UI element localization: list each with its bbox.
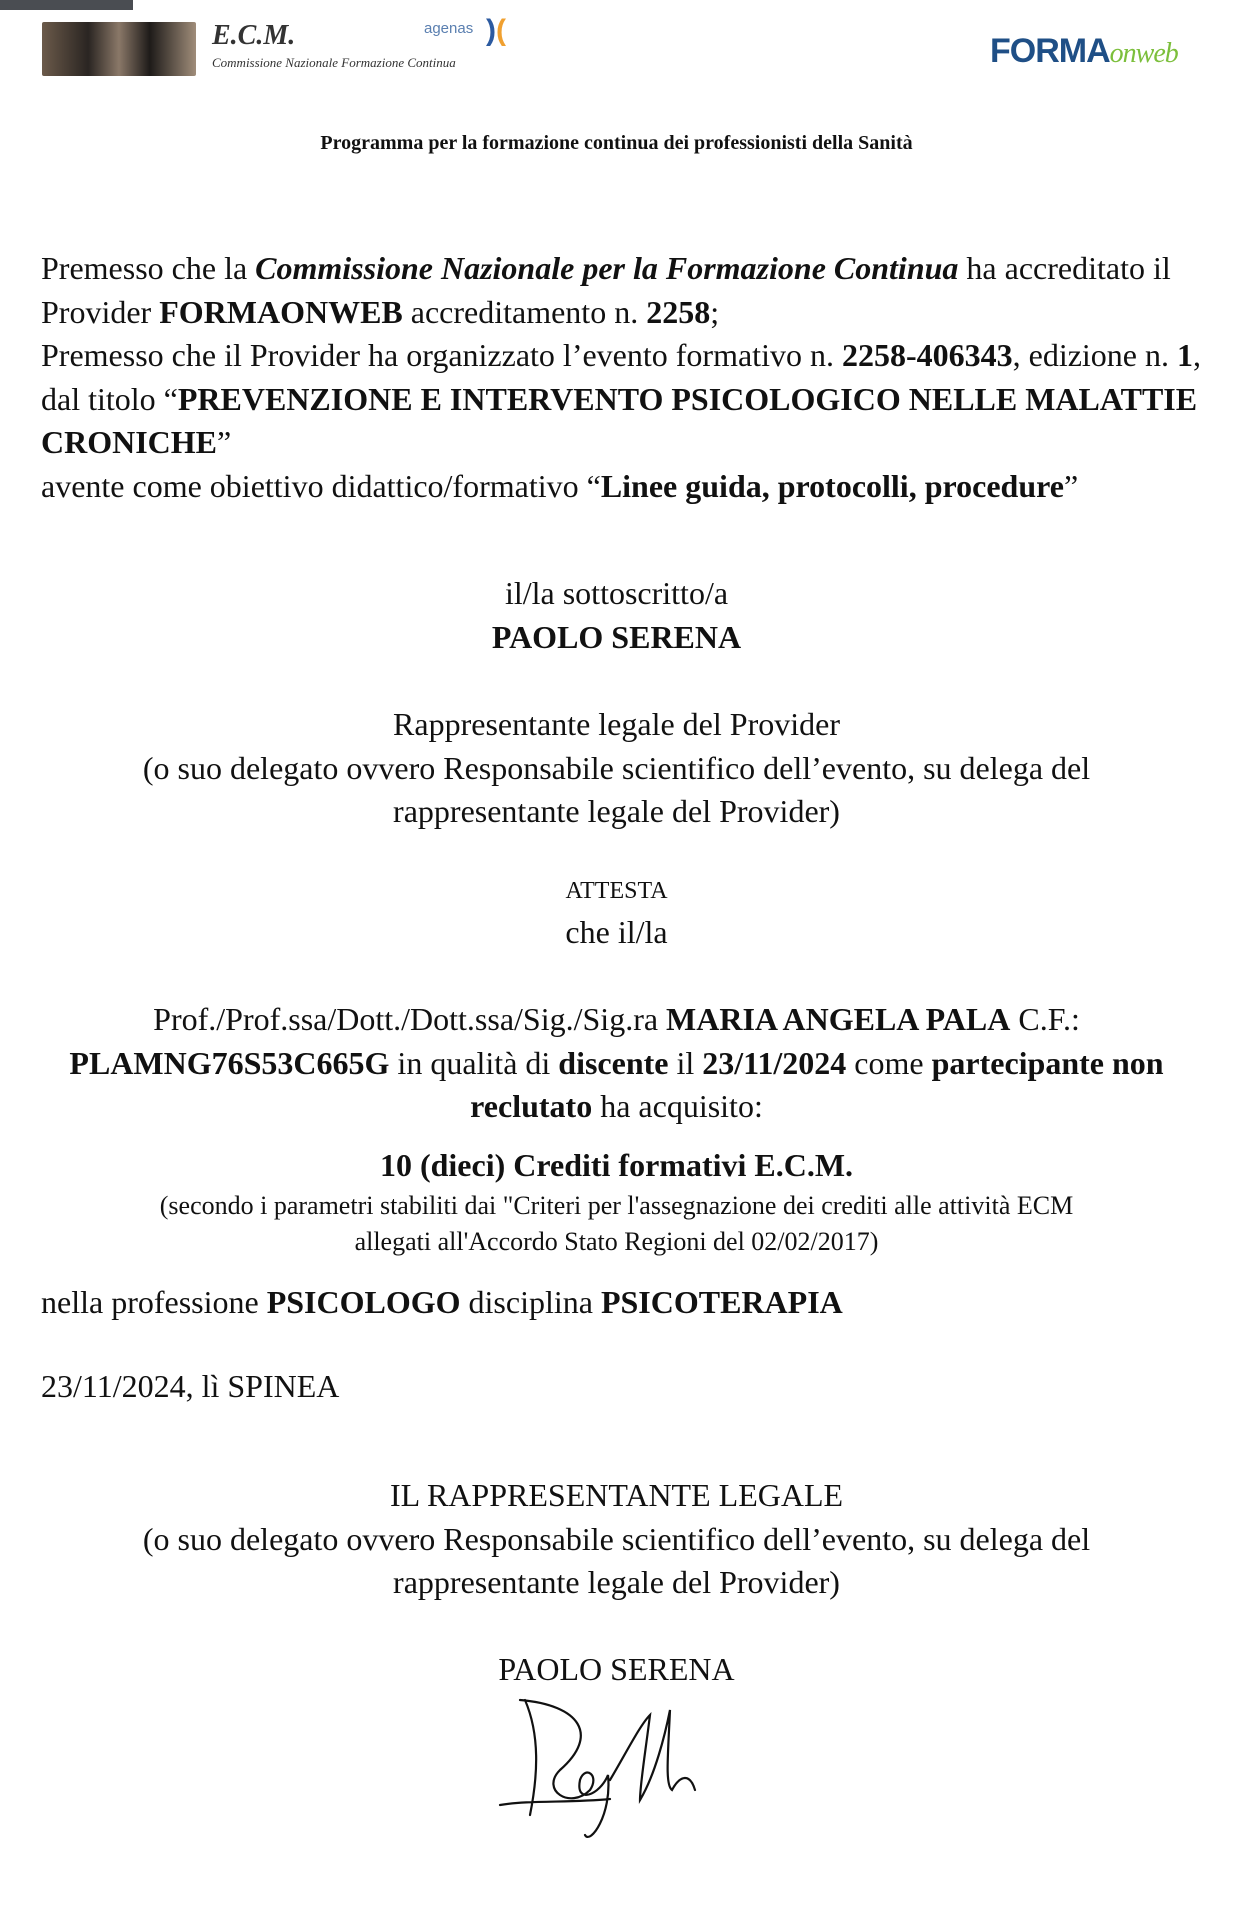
text: nella professione [41,1284,267,1320]
profession-line [41,1281,1201,1325]
accreditation-number: 2258 [646,293,711,330]
text: ” [217,424,232,460]
criteria-note [0,1188,1233,1260]
role-line: (o suo delegato ovvero Responsabile scientifico dell’evento, su delega del [142,749,1091,786]
attendance-date: 23/11/2024 [702,1044,847,1081]
text: il [668,1044,703,1081]
text: ; [710,293,720,330]
footer-title: IL RAPPRESENTANTE LEGALE [389,1477,844,1513]
objective: Linee guida, protocolli, procedure [600,467,1064,504]
text: ha accreditato il Provider [41,250,1171,330]
formaonweb-logo: FORMAonweb [990,32,1178,70]
text: ” [1063,467,1079,504]
ecm-logo-image [42,22,196,76]
signer-role [0,703,1233,834]
role-line: rappresentante legale del Provider) [393,793,840,829]
signer-intro: il/la sottoscritto/a [504,575,729,611]
ecm-logo-title: E.C.M. [212,20,296,51]
che-il-la: che il/la [565,914,668,950]
program-title: Programma per la formazione continua dei professionisti della Sanità [320,132,913,154]
signer-name: PAOLO SERENA [491,618,742,655]
text: C.F.: [1010,1001,1080,1037]
text: Premesso che il Provider ha organizzato l’evento formativo n. [41,337,842,373]
participant-name: MARIA ANGELA PALA [666,1001,1011,1037]
text: avente come obiettivo didattico/formativo “ [41,467,601,504]
agenas-logo-mark: )( [486,14,506,47]
footer-line: (o suo delegato ovvero Responsabile scientifico dell’evento, su delega del [142,1520,1091,1557]
discipline: PSICOTERAPIA [600,1284,843,1320]
edition-number: 1 [1177,337,1193,373]
text: , dal titolo “ [41,337,1201,417]
place-date: 23/11/2024, lì SPINEA [41,1368,340,1404]
text: Premesso che la [41,250,256,286]
profession: PSICOLOGO [266,1284,461,1320]
text: , edizione n. [1012,337,1177,373]
role-line: Rappresentante legale del Provider [393,706,840,742]
text: accreditamento n. [402,293,647,330]
text: in qualità di [389,1044,559,1081]
attestation-paragraph [40,998,1193,1129]
premise-paragraph [41,247,1201,508]
event-title: PREVENZIONE E INTERVENTO PSICOLOGICO NELLE MALATTIE CRONICHE [41,380,1198,460]
footer-block [0,1474,1233,1605]
text: ha acquisito: [592,1088,763,1124]
text: come [846,1044,932,1081]
attesta-heading: ATTESTA [565,878,668,904]
event-number: 2258-406343 [841,337,1013,373]
top-bar [0,0,133,10]
fiscal-code: PLAMNG76S53C665G [69,1044,390,1081]
capacity: discente [558,1044,669,1081]
ecm-logo-subtitle: Commissione Nazionale Formazione Continua [212,55,456,70]
criteria-line: (secondo i parametri stabiliti dai "Criteri per l'assegnazione dei crediti alle attività ECM [159,1191,1074,1220]
signer-block [0,572,1233,659]
footer-line: rappresentante legale del Provider) [393,1564,840,1600]
credits: 10 (dieci) Crediti formativi E.C.M. [379,1147,854,1183]
text: Prof./Prof.ssa/Dott./Dott.ssa/Sig./Sig.ra [153,1001,667,1037]
footer-name: PAOLO SERENA [498,1651,735,1687]
provider-name: FORMAONWEB [159,293,403,330]
participant-status: partecipante non reclutato [470,1044,1164,1124]
text: disciplina [460,1284,601,1320]
signature [490,1695,740,1855]
agenas-logo: agenas [424,20,474,37]
commission-name: Commissione Nazionale per la Formazione Continua [255,250,959,286]
criteria-line: allegati all'Accordo Stato Regioni del 02/02/2017) [354,1227,879,1256]
